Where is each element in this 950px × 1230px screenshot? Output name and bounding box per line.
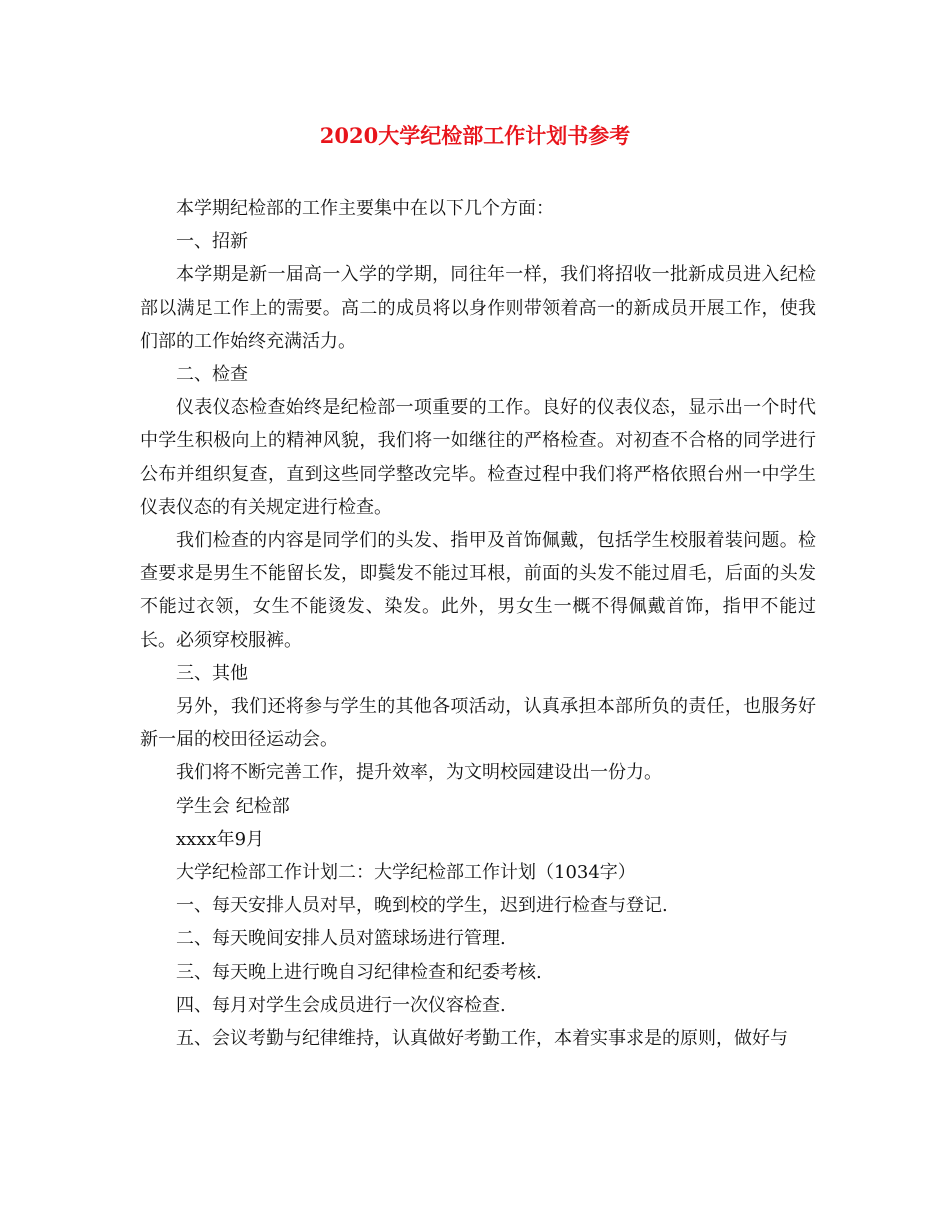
plan-two-item-2: 二、每天晚间安排人员对篮球场进行管理.	[176, 928, 506, 950]
plan-two-item-4: 四、每月对学生会成员进行一次仪容检查.	[176, 994, 506, 1016]
plan-two-item-3: 三、每天晚上进行晚自习纪律检查和纪委考核.	[176, 961, 542, 983]
plan-two-item-1: 一、每天安排人员对早，晚到校的学生，迟到进行检查与登记.	[176, 895, 668, 917]
paragraph-inspection-content: 我们检查的内容是同学们的头发、指甲及首饰佩戴，包括学生校服着装问题。检查要求是男生不能留长发，即鬓发不能过耳根，前面的头发不能过眉毛，后面的头发不能过衣领，女生不能烫发、染发。此外，男女生一概不得佩戴首饰，指甲不能过长。必须穿校服裤。	[140, 530, 816, 651]
signature-date: xxxx年9月	[176, 828, 265, 850]
paragraph-inspection-appearance: 仪表仪态检查始终是纪检部一项重要的工作。良好的仪表仪态，显示出一个时代中学生积极向上的精神风貌，我们将一如继往的严格检查。对初查不合格的同学进行公布并组织复查，直到这些同学整改完毕。检查过程中我们将严格依照台州一中学生仪表仪态的有关规定进行检查。	[140, 397, 816, 518]
plan-two-heading: 大学纪检部工作计划二：大学纪检部工作计划（1034字）	[176, 862, 636, 884]
paragraph-recruitment: 本学期是新一届高一入学的学期，同往年一样，我们将招收一批新成员进入纪检部以满足工作上的需要。高二的成员将以身作则带领着高一的新成员开展工作，使我们部的工作始终充满活力。	[140, 264, 816, 352]
plan-two-item-5: 五、会议考勤与纪律维持，认真做好考勤工作，本着实事求是的原则，做好与	[176, 1028, 788, 1050]
paragraph-closing: 我们将不断完善工作，提升效率，为文明校园建设出一份力。	[176, 762, 662, 784]
signature-department: 学生会 纪检部	[176, 795, 290, 817]
paragraph-other: 另外，我们还将参与学生的其他各项活动，认真承担本部所负的责任，也服务好新一届的校田径运动会。	[140, 696, 816, 751]
heading-inspection: 二、检查	[176, 364, 248, 386]
document-body	[140, 192, 816, 1055]
heading-other: 三、其他	[176, 662, 248, 684]
document-title: 2020大学纪检部工作计划书参考	[319, 123, 631, 148]
paragraph-intro: 本学期纪检部的工作主要集中在以下几个方面：	[176, 198, 554, 219]
heading-recruitment: 一、招新	[176, 231, 248, 253]
